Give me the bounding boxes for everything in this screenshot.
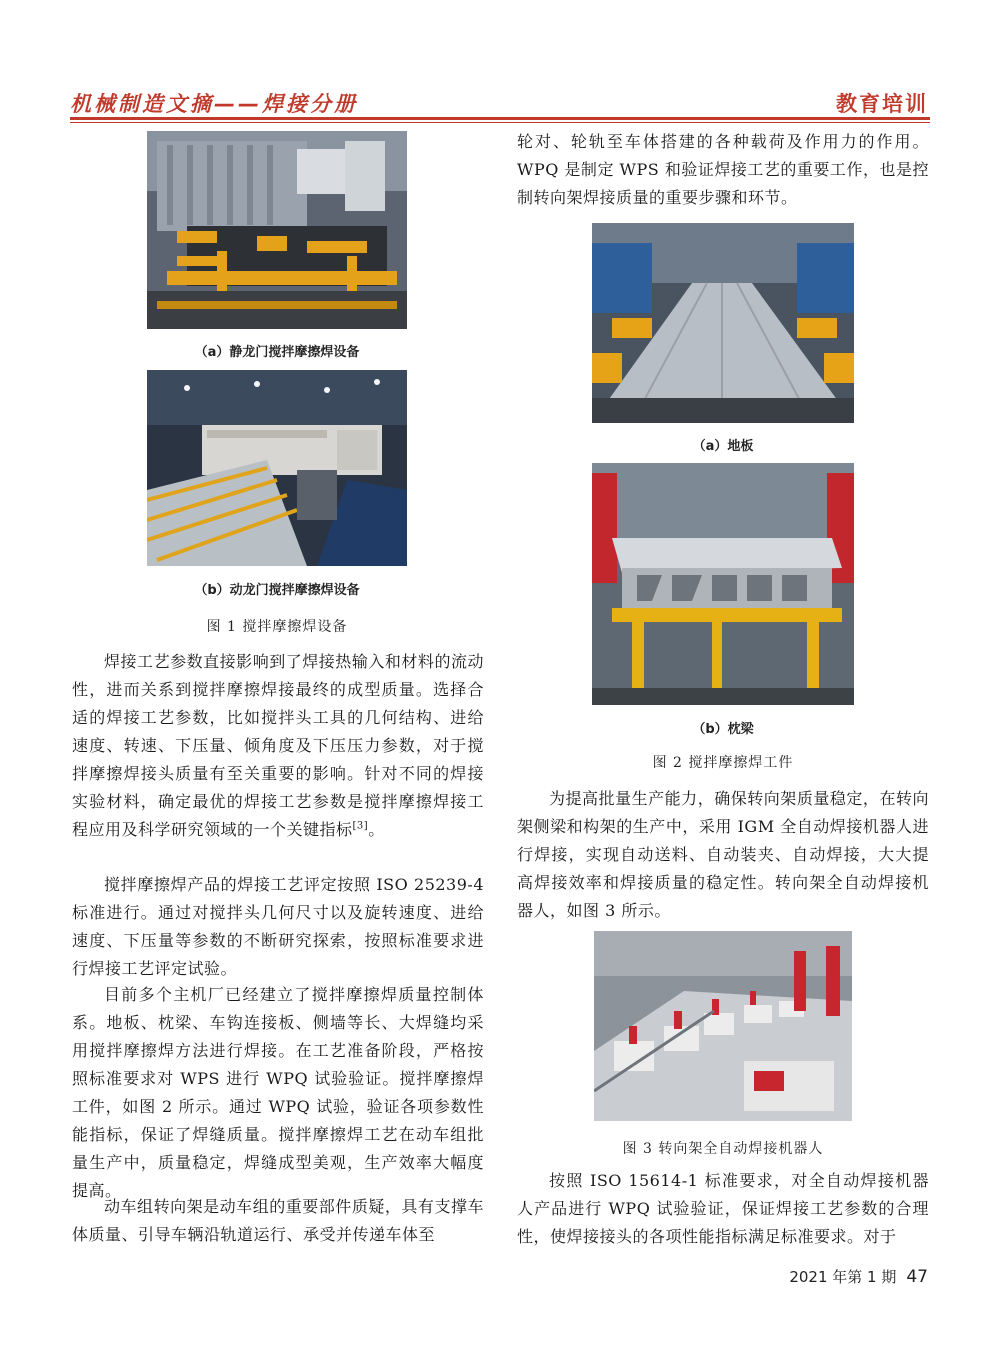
figure3-photo <box>594 931 852 1121</box>
issue-label: 2021 年第 1 期 <box>789 1268 897 1286</box>
figure1b-photo <box>147 370 407 566</box>
left-paragraph-4: 动车组转向架是动车组的重要部件质疑，具有支撑车体质量、引导车辆沿轨道运行、承受并传递车体至 <box>72 1197 484 1244</box>
header-rule-thin <box>70 122 930 123</box>
left-paragraph-2: 搅拌摩擦焊产品的焊接工艺评定按照 ISO 25239-4 标准进行。通过对搅拌头几何尺寸以及旋转速度、进给速度、下压量等参数的不断研究探索，按照标准要求进行焊接工艺评定试验。 <box>72 875 484 978</box>
page-number: 47 <box>906 1267 928 1287</box>
left-paragraph-1: 焊接工艺参数直接影响到了焊接热输入和材料的流动性，进而关系到搅拌摩擦焊接最终的成型质量。选择合适的焊接工艺参数，比如搅拌头工具的几何结构、进给速度、转速、下压量、倾角度及下压压力参数，对于搅拌摩擦焊接头质量有至关重要的影响。针对不同的焊接实验材料，确定最优的焊接工艺参数是搅拌摩擦焊接工程应用及科学研究领域的一个关键指标[3]。 <box>72 652 484 839</box>
figure2b-caption: （b）枕梁 <box>692 722 754 737</box>
figure1a-caption: （a）静龙门搅拌摩擦焊设备 <box>194 345 360 360</box>
figure1-title: 图 1 搅拌摩擦焊设备 <box>206 619 348 635</box>
citation-ref: [3] <box>352 820 369 832</box>
figure2b-photo <box>592 463 854 705</box>
right-paragraph-0: 轮对、轮轨至车体搭建的各种载荷及作用力的作用。WPQ 是制定 WPS 和验证焊接工艺的重要工作，也是控制转向架焊接质量的重要步骤和环节。 <box>517 132 929 207</box>
right-paragraph-2: 按照 ISO 15614-1 标准要求，对全自动焊接机器人产品进行 WPQ 试验验证，保证焊接工艺参数的合理性，使焊接接头的各项性能指标满足标准要求。对于 <box>517 1171 929 1246</box>
page-footer <box>789 1266 928 1287</box>
figure2a-caption: （a）地板 <box>692 439 754 454</box>
figure3-title: 图 3 转向架全自动焊接机器人 <box>622 1141 824 1157</box>
figure1a-photo <box>147 131 407 329</box>
journal-title: 机械制造文摘——焊接分册 <box>70 92 358 116</box>
figure1b-caption: （b）动龙门搅拌摩擦焊设备 <box>194 583 360 598</box>
right-paragraph-1: 为提高批量生产能力，确保转向架质量稳定，在转向架侧梁和构架的生产中，采用 IGM 全自动焊接机器人进行焊接，实现自动送料、自动装夹、自动焊接，大大提高焊接效率和焊接质量的稳定性。转向架全自动焊接机器人，如图 3 所示。 <box>517 789 929 920</box>
figure2a-photo <box>592 223 854 423</box>
left-paragraph-3: 目前多个主机厂已经建立了搅拌摩擦焊质量控制体系。地板、枕梁、车钩连接板、侧墙等长、大焊缝均采用搅拌摩擦焊方法进行焊接。在工艺准备阶段，严格按照标准要求对 WPS 进行 WPQ 试验验证。搅拌摩擦焊工件，如图 2 所示。通过 WPQ 试验，验证各项参数性能指标，保证了焊缝质量。搅拌摩擦焊工艺在动车组批量生产中，质量稳定，焊缝成型美观，生产效率大幅度提高。 <box>72 985 484 1200</box>
header-rule <box>70 117 930 120</box>
section-title: 教育培训 <box>836 92 928 116</box>
figure2-title: 图 2 搅拌摩擦焊工件 <box>652 755 794 771</box>
